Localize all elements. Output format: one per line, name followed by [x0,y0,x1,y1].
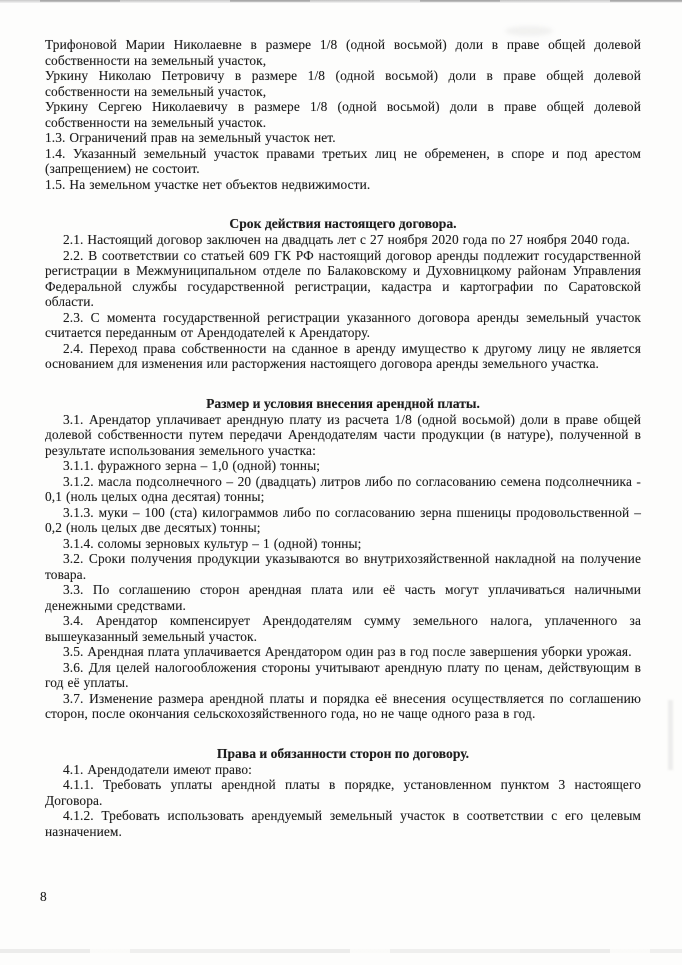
clause-3-1-3: 3.1.3. муки – 100 (ста) килограммов либо по согласованию зерна пшеницы продовольственной – 0,2 (ноль целых две десятых) тонны; [45,504,641,535]
clause-3-3: 3.3. По соглашению сторон арендная плата или её часть могут уплачиваться наличными денежными средствами. [45,582,641,613]
clause-3-2: 3.2. Сроки получения продукции указываются во внутрихозяйственной накладной на получение товара. [45,551,641,582]
clause-share-trifonova: Трифоновой Марии Николаевне в размере 1/8 (одной восьмой) доли в праве общей долевой собственности на земельный участок, [45,37,641,68]
clause-1-5: 1.5. На земельном участке нет объектов недвижимости. [45,176,371,192]
scan-smudge [505,26,553,36]
clause-4-1: 4.1. Арендодатели имеют право: [63,761,252,777]
section-heading-term: Срок действия настоящего договора. [229,216,457,231]
scan-edge-bottom-artifact [0,949,682,953]
document-content [45,37,641,839]
page-number: 8 [40,889,47,904]
clause-3-5: 3.5. Арендная плата уплачивается Арендатором один раз в год после завершения уборки урожая. [63,644,632,659]
clause-1-4: 1.4. Указанный земельный участок правами третьих лиц не обременен, в споре и под арестом (запрещением) не состоит. [45,145,641,176]
clause-share-urkin-sergey: Уркину Сергею Николаевичу в размере 1/8 (одной восьмой) доли в праве общей долевой собственности на земельный участок. [45,99,641,130]
clause-2-4: 2.4. Переход права собственности на сданное в аренду имущество к другому лицу не является основанием для изменения или расторжения настоящего договора аренды земельного участка. [45,340,641,371]
clause-1-3: 1.3. Ограничений прав на земельный участок нет. [45,130,336,145]
clause-2-1: 2.1. Настоящий договор заключен на двадцать лет с 27 ноября 2020 года по 27 ноября 2040 года. [63,232,630,247]
clause-3-7: 3.7. Изменение размера арендной платы и порядка её внесения осуществляется по соглашению сторон, после окончания сельскохозяйственного года, но не чаще одного раза в год. [45,690,641,721]
clause-2-3: 2.3. С момента государственной регистрации указанного договора аренды земельный участок считается переданным от Арендодателей к Арендатору. [45,309,641,340]
clause-3-6: 3.6. Для целей налогообложения стороны учитывают арендную плату по ценам, действующим в год её уплаты. [45,659,641,690]
clause-3-1: 3.1. Арендатор уплачивает арендную плату из расчета 1/8 (одной восьмой) доли в праве общей долевой собственности путем передачи Арендодателям части продукции (в натуре), полученной в результате использования земельного участка: [45,411,641,458]
clause-3-1-1: 3.1.1. фуражного зерна – 1,0 (одной) тонны; [63,458,321,473]
clause-4-1-1: 4.1.1. Требовать уплаты арендной платы в порядке, установленном пунктом 3 настоящего Договора. [45,777,641,808]
clause-3-4: 3.4. Арендатор компенсирует Арендодателям сумму земельного налога, уплаченного за вышеуказанный земельный участок. [45,613,641,644]
scan-edge-top-artifact [0,0,682,3]
section-heading-rent: Размер и условия внесения арендной платы. [206,395,480,411]
section-heading-rights: Права и обязанности сторон по договору. [216,745,470,761]
clause-3-1-2: 3.1.2. масла подсолнечного – 20 (двадцать) литров либо по согласованию семена подсолнечника - 0,1 (ноль целых одна десятая) тонны; [45,473,641,504]
clause-3-1-4: 3.1.4. соломы зерновых культур – 1 (одной) тонны; [63,535,362,551]
scan-smudge [668,700,673,770]
clause-4-1-2: 4.1.2. Требовать использовать арендуемый земельный участок в соответствии с его целевым назначением. [45,808,641,839]
clause-2-2: 2.2. В соответствии со статьей 609 ГК РФ настоящий договор аренды подлежит государственной регистрации в Межмуниципальном отделе по Балаковскому и Духовницкому районам Управления Федеральной службы государственной регистрации, кадастра и картографии по Саратовской области. [45,247,641,309]
clause-share-urkin-nikolay: Уркину Николаю Петровичу в размере 1/8 (одной восьмой) доли в праве общей долевой собственности на земельный участок, [45,68,641,99]
